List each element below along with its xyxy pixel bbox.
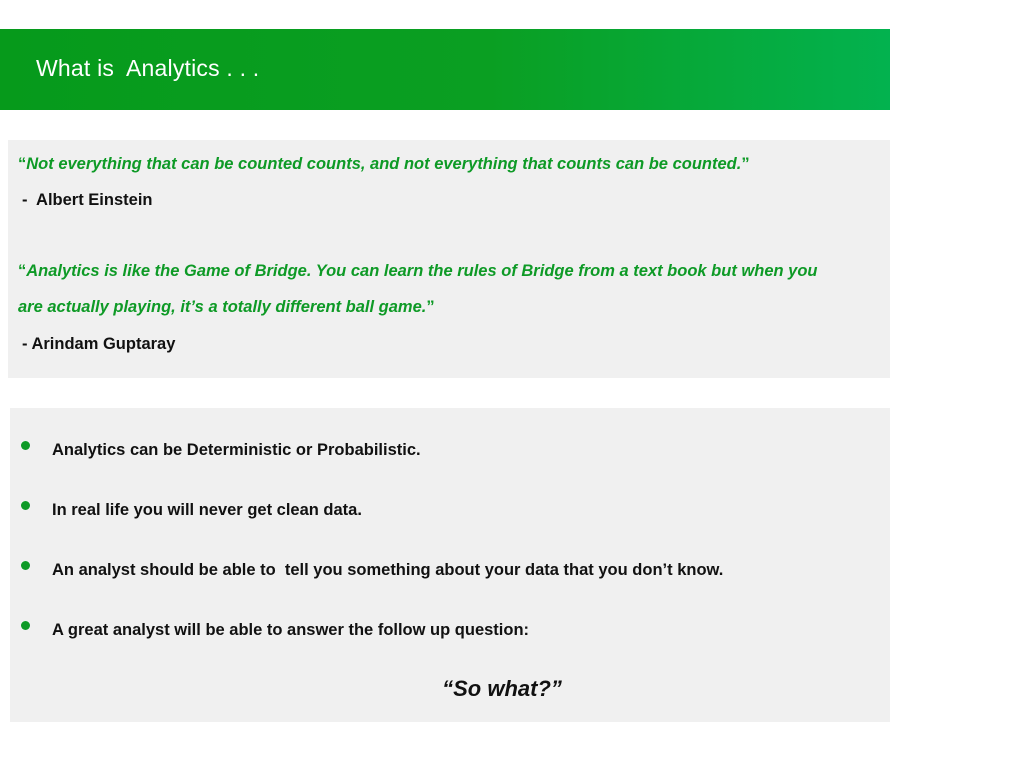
bullet-dot-icon — [21, 501, 30, 510]
quote-2-author: - Arindam Guptaray — [22, 335, 176, 353]
bullet-dot-icon — [21, 561, 30, 570]
quote-1-close-mark: ” — [741, 155, 750, 173]
quote-1-author: - Albert Einstein — [22, 191, 153, 209]
closing-question: “So what?” — [442, 676, 562, 701]
quote-2-line-1 — [18, 262, 818, 281]
bullet-item-3: An analyst should be able to tell you something about your data that you don’t know. — [52, 561, 724, 579]
quote-2-text-line-2: are actually playing, it’s a totally different ball game. — [18, 298, 427, 316]
bullet-dot-icon — [21, 621, 30, 630]
quote-2-text-line-1: Analytics is like the Game of Bridge. You can learn the rules of Bridge from a text book but when you — [26, 262, 818, 280]
bullet-dot-icon — [21, 441, 30, 450]
quote-2-close-mark: ” — [426, 298, 435, 316]
slide-title: What is Analytics . . . — [36, 55, 260, 81]
bullet-item-2: In real life you will never get clean data. — [52, 501, 362, 519]
quote-2-open-mark: “ — [18, 262, 27, 280]
quote-1-text: Not everything that can be counted counts, and not everything that counts can be counted. — [26, 155, 742, 173]
bullet-item-4: A great analyst will be able to answer the follow up question: — [52, 621, 530, 639]
quote-1-open-mark: “ — [18, 155, 27, 173]
quote-1-line-1 — [18, 155, 750, 174]
bullet-item-1: Analytics can be Deterministic or Probabilistic. — [52, 441, 421, 459]
quote-2-line-2 — [18, 298, 435, 317]
